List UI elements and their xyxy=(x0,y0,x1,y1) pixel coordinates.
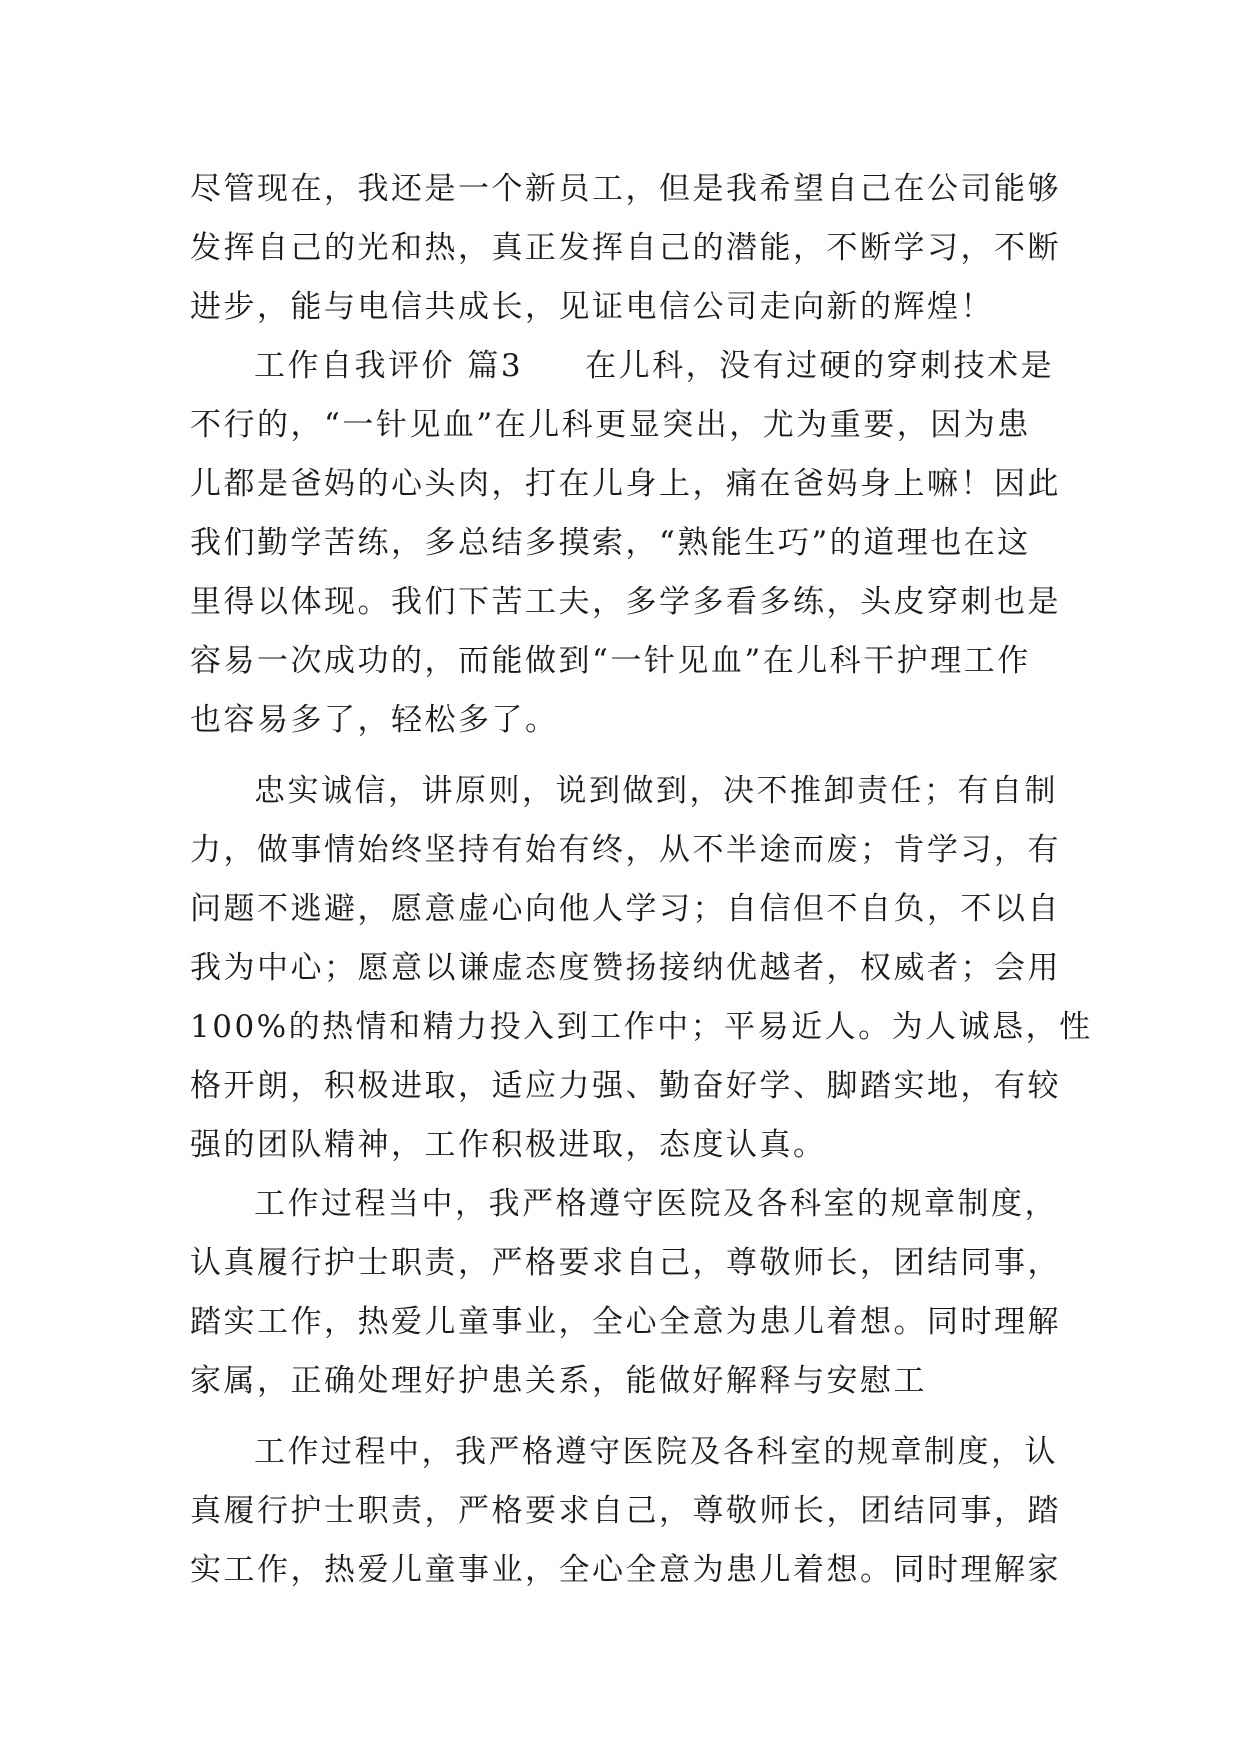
text-line: 家属，正确处理好护患关系，能做好解释与安慰工 xyxy=(190,1363,927,1399)
text-line-with-heading xyxy=(190,337,1055,396)
text-line: 我们勤学苦练，多总结多摸索，“熟能生巧”的道理也在这 xyxy=(190,525,1031,561)
text-line: 强的团队精神，工作积极进取，态度认真。 xyxy=(190,1127,827,1163)
text-line: 问题不逃避，愿意虚心向他人学习；自信但不自负，不以自 xyxy=(190,891,1061,927)
text-line: 在儿科，没有过硬的穿刺技术是 xyxy=(585,348,1055,384)
text-line: 格开朗，积极进取，适应力强、勤奋好学、脚踏实地，有较 xyxy=(190,1068,1061,1104)
section-heading: 工作自我评价 篇3 xyxy=(254,348,524,384)
paragraph-spacer xyxy=(190,1411,1050,1423)
paragraph-spacer xyxy=(190,750,1050,762)
text-line: 发挥自己的光和热，真正发挥自己的潜能，不断学习，不断 xyxy=(190,230,1061,266)
text-line: 工作过程当中，我严格遵守医院及各科室的规章制度， xyxy=(254,1186,1058,1222)
paragraph-2 xyxy=(190,337,1061,750)
text-line: 真履行护士职责，严格要求自己，尊敬师长，团结同事，踏 xyxy=(190,1493,1061,1529)
text-line: 工作过程中，我严格遵守医院及各科室的规章制度，认 xyxy=(254,1434,1058,1470)
paragraph-3 xyxy=(190,762,1093,1175)
text-line: 100%的热情和精力投入到工作中；平易近人。为人诚恳，性 xyxy=(190,1009,1093,1045)
text-line: 容易一次成功的，而能做到“一针见血”在儿科干护理工作 xyxy=(190,643,1031,679)
document-page xyxy=(190,160,1093,1600)
text-line: 忠实诚信，讲原则，说到做到，决不推卸责任；有自制 xyxy=(254,773,1058,809)
text-line: 力，做事情始终坚持有始有终，从不半途而废；肯学习，有 xyxy=(190,832,1061,868)
text-line: 儿都是爸妈的心头肉，打在儿身上，痛在爸妈身上嘛！因此 xyxy=(190,466,1061,502)
text-line: 也容易多了，轻松多了。 xyxy=(190,702,559,738)
text-line: 踏实工作，热爱儿童事业，全心全意为患儿着想。同时理解 xyxy=(190,1304,1061,1340)
paragraph-1 xyxy=(190,160,1061,337)
text-line: 尽管现在，我还是一个新员工，但是我希望自己在公司能够 xyxy=(190,171,1061,207)
text-line: 里得以体现。我们下苦工夫，多学多看多练，头皮穿刺也是 xyxy=(190,584,1061,620)
text-line: 我为中心；愿意以谦虚态度赞扬接纳优越者，权威者；会用 xyxy=(190,950,1061,986)
text-line: 不行的，“一针见血”在儿科更显突出，尤为重要，因为患 xyxy=(190,407,1031,443)
text-line: 实工作，热爱儿童事业，全心全意为患儿着想。同时理解家 xyxy=(190,1552,1061,1588)
text-line: 认真履行护士职责，严格要求自己，尊敬师长，团结同事， xyxy=(190,1245,1061,1281)
paragraph-5 xyxy=(190,1423,1061,1600)
paragraph-4 xyxy=(190,1175,1061,1411)
text-line: 进步，能与电信共成长，见证电信公司走向新的辉煌！ xyxy=(190,289,994,325)
